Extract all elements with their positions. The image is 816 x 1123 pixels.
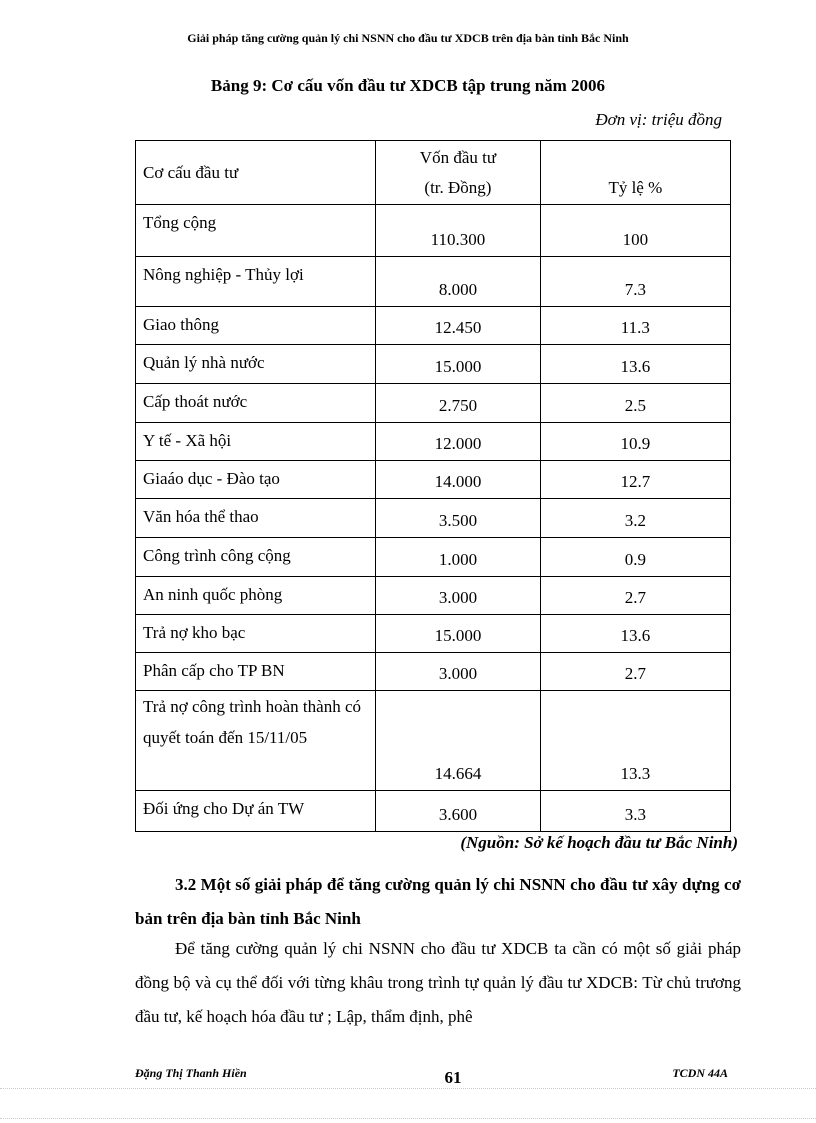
divider: [0, 1118, 816, 1119]
table-row: [136, 461, 731, 499]
table-row: [136, 691, 731, 791]
row-pct: 11.3: [540, 307, 730, 345]
table-row: [136, 577, 731, 615]
table-row: [136, 538, 731, 577]
row-name: Văn hóa thể thao: [136, 499, 376, 538]
header-col-capital-line1: Vốn đầu tư: [419, 147, 497, 167]
body-paragraph: Để tăng cường quản lý chi NSNN cho đầu tư XDCB ta cần có một số giải pháp đồng bộ và cụ thể đối với từng khâu trong trình tự quản lý đầu tư XDCB: Từ chủ trương đầu tư, kế hoạch hóa đầu tư ; Lập, thẩm định, phê: [135, 939, 741, 1026]
row-value: 12.000: [376, 423, 541, 461]
row-pct: 3.3: [540, 791, 730, 832]
row-pct: 0.9: [540, 538, 730, 577]
row-value: 110.300: [376, 205, 541, 257]
table-row: [136, 307, 731, 345]
row-name: An ninh quốc phòng: [136, 577, 376, 615]
row-value: 14.664: [376, 691, 541, 791]
row-pct: 12.7: [540, 461, 730, 499]
row-name: Giaáo dục - Đào tạo: [136, 461, 376, 499]
row-value: 15.000: [376, 345, 541, 384]
row-pct: 13.3: [540, 691, 730, 791]
footer-author: Đặng Thị Thanh Hiền: [135, 1066, 247, 1080]
table-row: [136, 257, 731, 307]
row-pct: 2.7: [540, 653, 730, 691]
row-value: 3.600: [376, 791, 541, 832]
table-row: [136, 345, 731, 384]
divider: [0, 1088, 816, 1089]
row-value: 1.000: [376, 538, 541, 577]
section-heading: 3.2 Một số giải pháp để tăng cường quản lý chi NSNN cho đầu tư xây dựng cơ bản trên địa bàn tỉnh Bắc Ninh: [135, 875, 741, 928]
row-value: 8.000: [376, 257, 541, 307]
header-col-capital-line2: (tr. Đồng): [424, 177, 492, 197]
row-name: Nông nghiệp - Thủy lợi: [136, 257, 376, 307]
row-pct: 2.5: [540, 384, 730, 423]
header-col-capital: [376, 141, 541, 205]
table-row: [136, 653, 731, 691]
row-name: Đối ứng cho Dự án TW: [136, 791, 376, 832]
row-value: 12.450: [376, 307, 541, 345]
row-pct: 10.9: [540, 423, 730, 461]
unit-label: Đơn vị: triệu đồng: [595, 110, 722, 129]
row-name: Tổng cộng: [136, 205, 376, 257]
row-pct: 13.6: [540, 345, 730, 384]
row-name-multiline: [136, 691, 376, 791]
row-pct: 7.3: [540, 257, 730, 307]
row-value: 15.000: [376, 615, 541, 653]
row-name: Trả nợ kho bạc: [136, 615, 376, 653]
row-name: Quản lý nhà nước: [136, 345, 376, 384]
page-header: Giải pháp tăng cường quản lý chi NSNN cho đầu tư XDCB trên địa bàn tỉnh Bắc Ninh: [187, 31, 629, 45]
row-pct: 3.2: [540, 499, 730, 538]
source-note: (Nguồn: Sở kế hoạch đầu tư Bắc Ninh): [460, 833, 738, 852]
investment-structure-table: [135, 140, 731, 832]
row-value: 2.750: [376, 384, 541, 423]
table-row: [136, 791, 731, 832]
row-name: Phân cấp cho TP BN: [136, 653, 376, 691]
row-name: Cấp thoát nước: [136, 384, 376, 423]
row-name-line2: quyết toán đến 15/11/05: [143, 728, 308, 747]
row-pct: 2.7: [540, 577, 730, 615]
row-value: 3.500: [376, 499, 541, 538]
row-value: 3.000: [376, 653, 541, 691]
row-pct: 13.6: [540, 615, 730, 653]
table-title: Bảng 9: Cơ cấu vốn đầu tư XDCB tập trung năm 2006: [210, 76, 606, 95]
page-number: 61: [444, 1068, 462, 1087]
table-row: [136, 499, 731, 538]
table-header-row: [136, 141, 731, 205]
row-value: 3.000: [376, 577, 541, 615]
row-name: Công trình công cộng: [136, 538, 376, 577]
header-col-ratio: Tỷ lệ %: [540, 141, 730, 205]
table-row: [136, 205, 731, 257]
table-row: [136, 423, 731, 461]
row-name-line1: Trả nợ công trình hoàn thành có: [143, 697, 361, 716]
row-value: 14.000: [376, 461, 541, 499]
row-name: Y tế - Xã hội: [136, 423, 376, 461]
table-row: [136, 615, 731, 653]
table-row: [136, 384, 731, 423]
row-pct: 100: [540, 205, 730, 257]
header-col-structure: Cơ cấu đầu tư: [136, 141, 376, 205]
footer-class: TCDN 44A: [672, 1066, 728, 1080]
row-name: Giao thông: [136, 307, 376, 345]
